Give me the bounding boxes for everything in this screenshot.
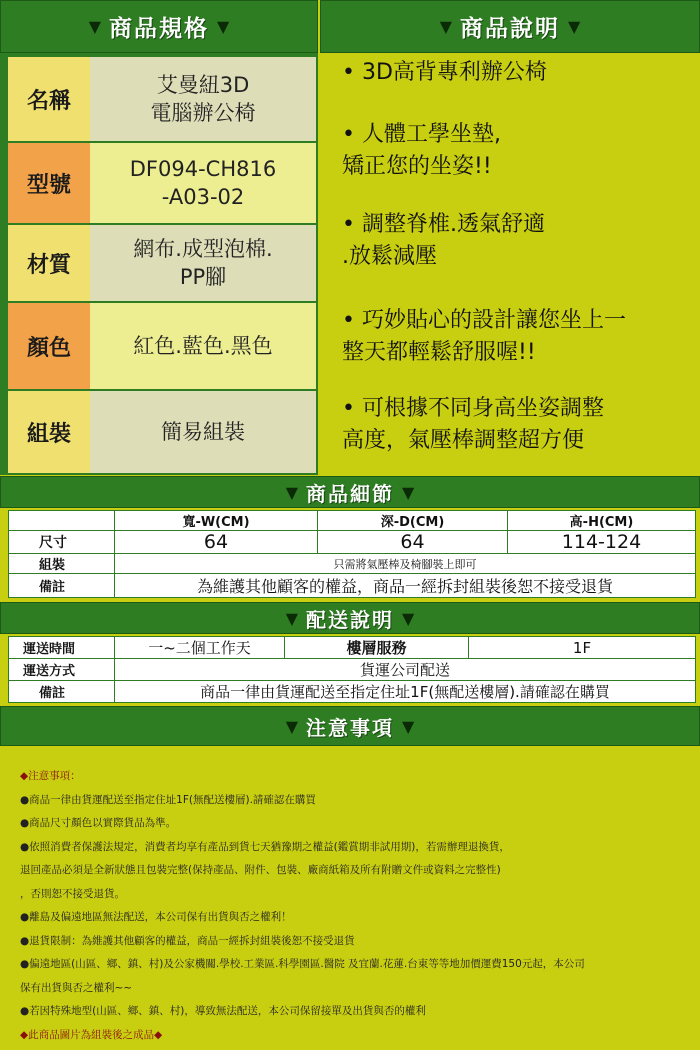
notice-item: ，否則恕不接受退貨。 xyxy=(20,887,125,900)
delivery-method-value: 貨運公司配送 xyxy=(115,659,696,681)
description-item: • 巧妙貼心的設計讓您坐上一 整天都輕鬆舒服喔!! xyxy=(342,308,626,365)
spec-value: 艾曼紐3D 電腦辦公椅 xyxy=(90,57,316,141)
spec-key: 顏色 xyxy=(8,303,90,389)
triangle-down-icon: ▼ xyxy=(402,608,415,628)
delivery-time-label: 運送時間 xyxy=(9,637,115,659)
col-height: 高-H(CM) xyxy=(508,511,696,531)
col-depth: 深-D(CM) xyxy=(318,511,508,531)
notice-item: ●商品一律由貨運配送至指定住址1F(無配送樓層).請確認在購買 xyxy=(20,793,316,806)
spec-header-title: 商品規格 xyxy=(109,16,209,42)
delivery-header-title: 配送說明 xyxy=(306,607,394,632)
description-item: • 調整脊椎.透氣舒適 .放鬆減壓 xyxy=(342,212,545,269)
notice-item: ●退貨限制：為維護其他顧客的權益，商品一經拆封組裝後恕不接受退貨 xyxy=(20,934,355,947)
assembly-label: 組裝 xyxy=(9,554,115,574)
spec-row-name xyxy=(8,57,316,141)
triangle-down-icon: ▼ xyxy=(439,17,452,36)
triangle-down-icon: ▼ xyxy=(402,482,415,502)
delivery-header xyxy=(0,602,700,634)
spec-value: 網布.成型泡棉. PP腳 xyxy=(90,225,316,301)
delivery-note-value: 商品一律由貨運配送至指定住址1F(無配送樓層).請確認在購買 xyxy=(115,681,696,703)
height-value: 114-124 xyxy=(508,531,696,554)
triangle-down-icon: ▼ xyxy=(217,17,230,36)
detail-header xyxy=(0,476,700,508)
notice-item: ◆注意事項： xyxy=(20,770,81,782)
triangle-down-icon: ▼ xyxy=(285,482,298,502)
triangle-down-icon: ▼ xyxy=(88,17,101,36)
size-label: 尺寸 xyxy=(9,531,115,554)
detail-header-title: 商品細節 xyxy=(306,481,394,506)
description-item: • 3D高背專利辦公椅 xyxy=(342,60,547,85)
detail-note-label: 備註 xyxy=(9,574,115,598)
spec-row-color xyxy=(8,303,316,389)
spec-row-material xyxy=(8,225,316,301)
notice-item: ●商品尺寸顏色以實際貨品為準。 xyxy=(20,817,177,829)
delivery-time-value: 一~二個工作天 xyxy=(115,637,285,659)
triangle-down-icon: ▼ xyxy=(568,17,581,36)
notice-item: ●若因特殊地型(山區、鄉、鎮、村)，導致無法配送，本公司保留接單及出貨與否的權利 xyxy=(20,1005,426,1017)
description-item: • 可根據不同身高坐姿調整 高度，氣壓棒調整超方便 xyxy=(342,396,604,453)
delivery-method-label: 運送方式 xyxy=(9,659,115,681)
desc-header-title: 商品說明 xyxy=(460,16,560,42)
description-item: • 人體工學坐墊, 矯正您的坐姿!! xyxy=(342,122,501,179)
notice-item: ●偏遠地區(山區、鄉、鎮、村)及公家機關.學校.工業區.科學園區.醫院 及宜蘭.花蓮.台東等等地加價運費150元起，本公司 xyxy=(20,958,585,970)
spec-key: 組裝 xyxy=(8,391,90,473)
notice-list xyxy=(20,765,690,1047)
triangle-down-icon: ▼ xyxy=(285,608,298,628)
spec-value: 簡易組裝 xyxy=(90,391,316,473)
width-value: 64 xyxy=(115,531,318,554)
notice-header-title: 注意事項 xyxy=(306,715,394,740)
notice-item: 保有出貨與否之權利~~ xyxy=(20,981,133,994)
triangle-down-icon: ▼ xyxy=(285,716,298,736)
assembly-value: 只需將氣壓棒及椅腳裝上即可 xyxy=(115,554,696,574)
spec-value: DF094-CH816 -A03-02 xyxy=(90,143,316,223)
floor-service-label: 樓層服務 xyxy=(285,637,469,659)
empty-cell xyxy=(9,511,115,531)
floor-service-value: 1F xyxy=(469,637,696,659)
spec-value: 紅色.藍色.黑色 xyxy=(90,303,316,389)
delivery-note-label: 備註 xyxy=(9,681,115,703)
spec-header xyxy=(0,0,318,53)
detail-note-value: 為維護其他顧客的權益，商品一經拆封組裝後恕不接受退貨 xyxy=(115,574,696,598)
spec-key: 名稱 xyxy=(8,57,90,141)
desc-header xyxy=(320,0,700,53)
spec-row-model xyxy=(8,143,316,223)
depth-value: 64 xyxy=(318,531,508,554)
spec-key: 型號 xyxy=(8,143,90,223)
notice-item: ●離島及偏遠地區無法配送，本公司保有出貨與否之權利！ xyxy=(20,911,292,923)
detail-table xyxy=(8,510,696,598)
spec-key: 材質 xyxy=(8,225,90,301)
notice-header xyxy=(0,706,700,746)
delivery-table xyxy=(8,636,696,703)
notice-item: ●依照消費者保護法規定，消費者均享有產品到貨七天猶豫期之權益(鑑賞期非試用期)，若需辦理退換貨， xyxy=(20,840,510,853)
spec-row-assembly xyxy=(8,391,316,473)
notice-item: 退回產品必須是全新狀態且包裝完整(保持產品、附件、包裝、廠商紙箱及所有附贈文件或資料之完整性) xyxy=(20,864,501,876)
notice-item: ◆此商品圖片為組裝後之成品◆ xyxy=(20,1028,163,1041)
description-panel xyxy=(322,53,698,475)
col-width: 寬-W(CM) xyxy=(115,511,318,531)
triangle-down-icon: ▼ xyxy=(402,716,415,736)
spec-table xyxy=(0,53,318,475)
